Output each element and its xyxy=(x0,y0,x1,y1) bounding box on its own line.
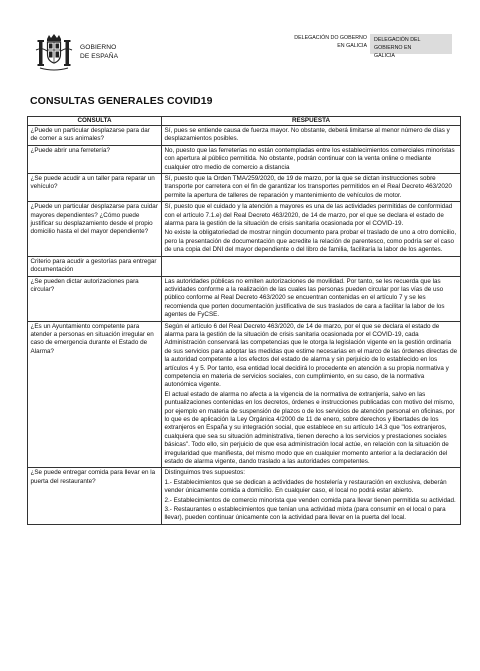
table-row xyxy=(28,256,461,276)
respuesta-cell xyxy=(162,256,461,276)
gov-line-2: DE ESPAÑA xyxy=(80,52,119,60)
respuesta-paragraph: Según el artículo 6 del Real Decreto 463/2020, de 14 de marzo, por el que se declara el estado de alarma para la gestión de la situación de crisis sanitaria ocasionada por el COVID-19, cada Administración conservará las competencias que le otorga la legislación vigente en la gestión ordinaria de sus servicios para adoptar las medidas que estime necesarias en el marco de las órdenes directas de la autoridad competente a los efectos del estado de alarma y sin perjuicio de lo establecido en los artículos 4 y 5. Por tanto, esa entidad local decidirá lo procedente en atención a su propia normativa y competencia en materia de servicios sociales, con cumplimiento, en su caso, de la normativa autonómica vigente. xyxy=(164,322,458,389)
respuesta-cell xyxy=(162,126,461,146)
respuesta-paragraph: 1.- Establecimientos que se dedican a actividades de hostelería y restauración en exclusiva, deberán vender únicamente comida a domicilio. En cualquier caso, el local no podrá estar abierto. xyxy=(164,478,447,495)
respuesta-paragraph: 2.- Establecimientos de comercio minorista que venden comida para llevar tienen permitida su actividad. xyxy=(164,496,456,504)
table-row xyxy=(28,276,461,321)
respuesta-paragraph: Sí, puesto que el cuidado y la atención a mayores es una de las actividades permitidas de conformidad con el artículo 7.1.e) del Real Decreto 463/2020, de 14 de marzo, por el que se declara el estado de alarma para la gestión de la situación de crisis sanitaria ocasionada por el COVID-19. xyxy=(164,203,453,228)
respuesta-cell xyxy=(162,145,461,173)
consulta-cell: Criterio para acudir a gestorías para entregar documentación xyxy=(28,256,162,276)
table-row xyxy=(28,202,461,256)
page-header xyxy=(0,0,480,80)
deleg-right-line-2: GALICIA xyxy=(374,53,395,59)
consulta-cell: ¿Se pueden dictar autorizaciones para circular? xyxy=(28,276,162,321)
delegation-galician xyxy=(292,34,367,50)
consulta-cell: ¿Puede un particular desplazarse para dar de comer a sus animales? xyxy=(28,126,162,146)
consulta-cell: ¿Puede un particular desplazarse para cuidar mayores dependientes? ¿Cómo puede justificar su desplazamiento desde el propio domicilio hasta el del mayor dependiente? xyxy=(28,202,162,256)
page-title: CONSULTAS GENERALES COVID19 xyxy=(30,95,213,107)
table-row xyxy=(28,145,461,173)
table-row xyxy=(28,321,461,468)
gov-line-1: GOBIERNO xyxy=(80,44,117,51)
table-row xyxy=(28,174,461,202)
deleg-left-line-2: EN GALICIA xyxy=(337,43,367,49)
consulta-cell: ¿Es un Ayuntamiento competente para atender a personas en situación irregular en caso de emergencia durante el Estado de Alarma? xyxy=(28,321,162,468)
respuesta-cell xyxy=(162,276,461,321)
respuesta-paragraph: Sí, puesto que la Orden TMA/259/2020, de 19 de marzo, por la que se dictan instrucciones sobre transporte por carretera con el fin de garantizar los transportes permitidos en el Real Decreto 463/2020 permite la apertura de talleres de reparación y mantenimiento de vehículos de motor. xyxy=(164,175,452,199)
coat-of-arms-logo xyxy=(34,34,74,72)
respuesta-paragraph: No, puesto que las ferreterías no están contempladas entre los establecimientos comerciales minoristas con apertura al público permitida. No obstante, podrán continuar con la venta online o mediante cualquier otro medio de comercio a distancia xyxy=(164,146,455,171)
column-header-respuesta: RESPUESTA xyxy=(162,117,461,126)
respuesta-cell xyxy=(162,174,461,202)
delegation-spanish xyxy=(370,34,452,59)
consulta-cell: ¿Se puede entregar comida para llevar en la puerta del restaurante? xyxy=(28,468,162,524)
consulta-cell: ¿Puede abrir una ferretería? xyxy=(28,145,162,173)
respuesta-cell xyxy=(162,321,461,468)
consultas-table xyxy=(27,116,461,525)
respuesta-paragraph: Las autoridades públicas no emiten autorizaciones de movilidad. Por tanto, se les recuerda que las actividades conforme a la realización de las cuales las personas pueden circular por las vías de uso público conforme al Real Decreto 463/2020 se encuentran contenidas en el artículo 7 y se les recomienda que porten documentación justificativa de sus traslados de cara a facilitar la labor de los agentes de FyCSE. xyxy=(164,277,445,319)
consulta-cell: ¿Se puede acudir a un taller para reparar un vehículo? xyxy=(28,174,162,202)
column-header-consulta: CONSULTA xyxy=(28,117,162,126)
table-header-row xyxy=(28,117,461,126)
respuesta-paragraph: No existe la obligatoriedad de mostrar ningún documento para probar el traslado de uno a otro domicilio, pero la presentación de documentación que acredite la relación de parentesco, como podría ser el caso de una copia del DNI del mayor dependiente o del libro de familia, facilitaría la labor de los agentes. xyxy=(164,229,457,254)
table-body xyxy=(28,126,461,525)
respuesta-paragraph: El actual estado de alarma no afecta a la vigencia de la normativa de extranjería, salvo en las puntualizaciones contenidas en los decretos, órdenes e instrucciones publicadas con motivo del mismo, por ejemplo en materia de suspensión de plazos o de los servicios de atención personal en oficinas, por lo que es de aplicación la Ley Orgánica 4/2000 de 11 de enero, sobre derechos y libertades de los extranjeros en España y su integración social, que establece en su artículo 14.3 que "los extranjeros, cualquiera que sea su situación administrativa, tienen derecho a los servicios y prestaciones sociales básicas". Todo ello, sin perjuicio de que esa administración local actúe, en relación con la situación de irregularidad que manifiesta, del mismo modo que en cualquier momento anterior a la declaración del estado de alarma vigente, dando traslado a las autoridades competentes. xyxy=(164,390,455,466)
government-name xyxy=(80,44,118,61)
respuesta-cell xyxy=(162,202,461,256)
respuesta-cell xyxy=(162,468,461,524)
table-row xyxy=(28,468,461,524)
respuesta-paragraph: Sí, pues se entiende causa de fuerza mayor. No obstante, deberá limitarse al menor número de días y desplazamientos posibles. xyxy=(164,127,450,143)
table-row xyxy=(28,126,461,146)
deleg-left-line-1: DELEGACIÓN DO GOBERNO xyxy=(294,35,367,41)
deleg-right-line-1: DELEGACIÓN DEL GOBIERNO EN xyxy=(374,37,421,51)
respuesta-paragraph: Distinguimos tres supuestos: xyxy=(164,469,245,477)
respuesta-paragraph: 3.- Restaurantes o establecimientos que tenían una actividad mixta (para consumir en el local o para llevar), pueden continuar únicamente con la actividad para llevar en la puerta del local. xyxy=(164,506,446,522)
